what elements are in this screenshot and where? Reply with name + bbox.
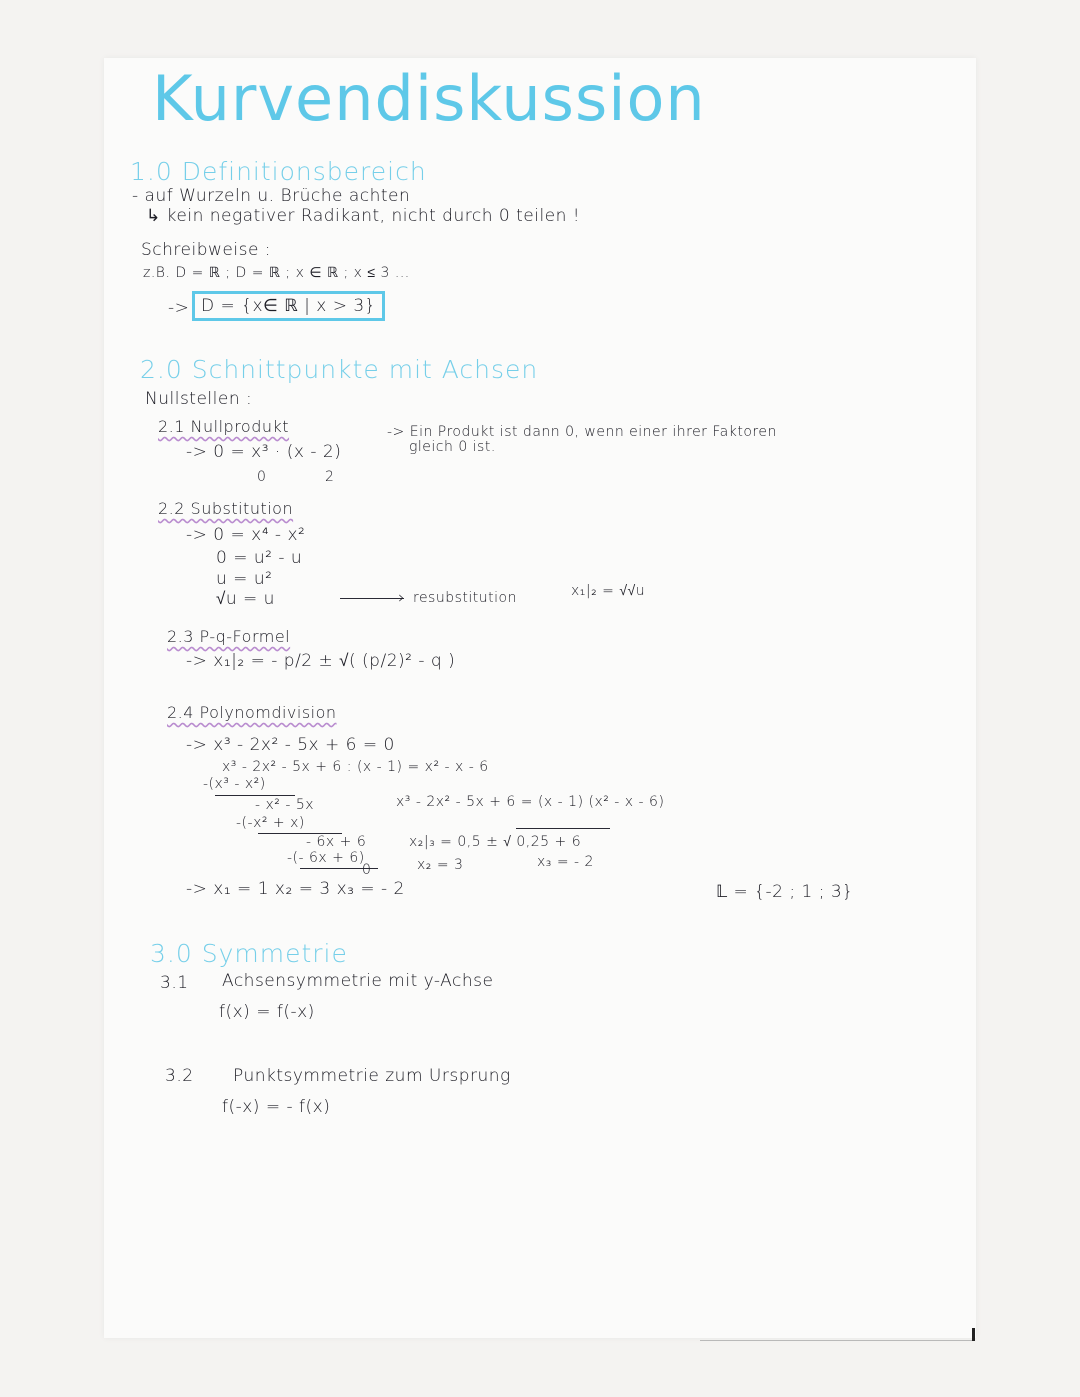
formula: x₃ = - 2 (537, 854, 594, 870)
section-heading-schnittpunkte: 2.0 Schnittpunkte mit Achsen (140, 355, 539, 384)
page-title: Kurvendiskussion (152, 62, 706, 135)
formula: f(-x) = - f(x) (222, 1097, 331, 1117)
boxed-definition: D = {x∈ ℝ | x > 3} (192, 291, 385, 321)
formula: x₂ = 3 (417, 857, 464, 873)
section-heading-definitionsbereich: 1.0 Definitionsbereich (130, 157, 427, 186)
formula: x₁|₂ = √√u (571, 583, 646, 599)
note-line: -> Ein Produkt ist dann 0, wenn einer ihrer Faktoren (387, 424, 777, 440)
division-line: 0 (362, 862, 372, 878)
text-line: ↳ kein negativer Radikant, nicht durch 0 teilen ! (146, 206, 581, 226)
factorisation: x³ - 2x² - 5x + 6 = (x - 1) (x² - x - 6) (396, 794, 665, 810)
division-line: - x² - 5x (255, 797, 315, 813)
method-label-polynomdivision: 2.4 Polynomdivision (167, 703, 337, 722)
formula: u = u² (216, 569, 273, 589)
division-rule (215, 795, 295, 796)
division-line: x³ - 2x² - 5x + 6 : (x - 1) = x² - x - 6 (222, 759, 489, 775)
example-line: z.B. D = ℝ ; D = ℝ ; x ∈ ℝ ; x ≤ 3 ... (143, 265, 410, 281)
method-label-nullprodukt: 2.1 Nullprodukt (158, 417, 290, 436)
section-heading-symmetrie: 3.0 Symmetrie (150, 939, 348, 968)
division-line: - 6x + 6 (306, 834, 367, 850)
brace-label: 2 (325, 469, 335, 485)
solution-set: 𝕃 = {-2 ; 1 ; 3} (716, 882, 854, 902)
formula: -> 0 = x³ · (x - 2) (186, 442, 342, 462)
arrow-head: › (398, 588, 406, 608)
formula: -> 0 = x⁴ - x² (186, 525, 306, 545)
brace-label: 0 (257, 469, 267, 485)
formula: -> x₁|₂ = - p/2 ± √( (p/2)² - q ) (186, 651, 456, 671)
text-line: Achsensymmetrie mit y-Achse (222, 971, 494, 991)
method-label-pq-formel: 2.3 P-q-Formel (167, 627, 291, 646)
arrow: -> (168, 298, 190, 318)
text-line: - auf Wurzeln u. Brüche achten (132, 186, 411, 206)
division-line: -(x³ - x²) (203, 776, 266, 792)
method-label-substitution: 2.2 Substitution (158, 499, 294, 518)
formula: f(x) = f(-x) (219, 1002, 315, 1022)
formula: 0 = u² - u (216, 548, 303, 568)
text-line: Schreibweise : (141, 240, 272, 260)
formula: x₂|₃ = 0,5 ± √ 0,25 + 6 (409, 834, 582, 850)
note-line: gleich 0 ist. (409, 439, 496, 455)
roots-line: -> x₁ = 1 x₂ = 3 x₃ = - 2 (186, 879, 405, 899)
subheading-nullstellen: Nullstellen : (145, 389, 253, 409)
page-edge-line (700, 1340, 972, 1341)
formula: -> x³ - 2x² - 5x + 6 = 0 (186, 735, 395, 755)
sub-number: 3.1 (160, 973, 189, 993)
page-edge-mark (972, 1328, 975, 1341)
text-line: resubstitution (413, 590, 517, 606)
formula: √u = u (216, 589, 275, 609)
division-line: -(- 6x + 6) (287, 850, 365, 866)
arrow-line (340, 598, 404, 599)
root-bar (516, 828, 610, 829)
division-line: -(-x² + x) (236, 815, 305, 831)
text-line: Punktsymmetrie zum Ursprung (233, 1066, 511, 1086)
sub-number: 3.2 (165, 1066, 194, 1086)
